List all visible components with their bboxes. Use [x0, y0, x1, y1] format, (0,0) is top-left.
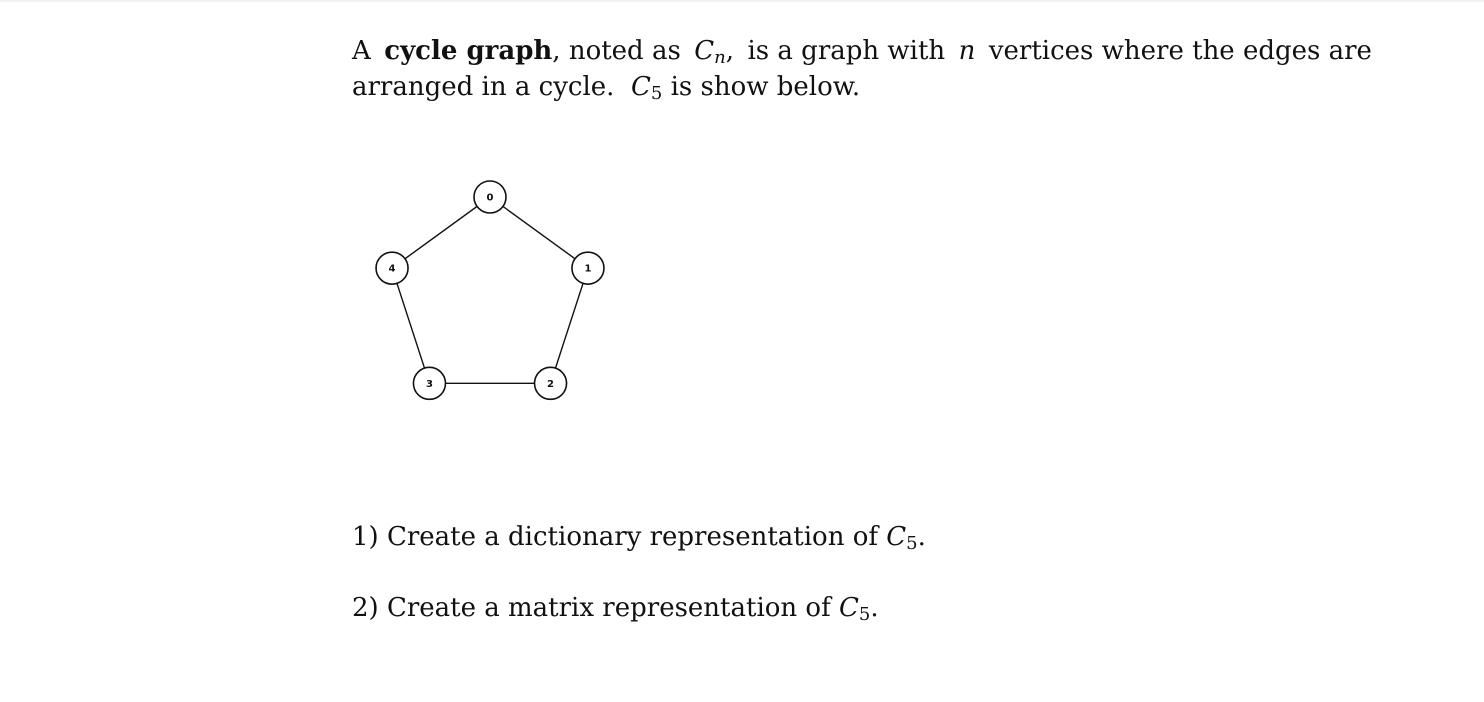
intro-definition	[384, 33, 681, 69]
symbol-cn	[694, 33, 734, 69]
vertex-0	[474, 181, 506, 213]
question-2-period: .	[870, 593, 879, 623]
vertex-label: 3	[425, 378, 433, 390]
cycle-graph-diagram	[370, 180, 610, 430]
question-2-subscript: 5	[858, 604, 871, 625]
question-1-number: 1)	[352, 522, 379, 552]
intro-word-a: A	[352, 36, 371, 66]
vertex-4	[376, 252, 408, 284]
question-2-symbol: C	[838, 593, 859, 623]
top-divider	[0, 0, 1484, 2]
intro-noted-as: , noted as	[552, 36, 681, 66]
intro-is-a-graph: is a graph with	[747, 36, 946, 66]
symbol-c5: C	[630, 72, 651, 102]
question-1-text: Create a dictionary representation of	[386, 522, 878, 552]
intro-vertices-clause: vertices where the edges are	[988, 36, 1372, 66]
question-2-text: Create a matrix representation of	[386, 593, 831, 623]
edge-1-2	[551, 268, 588, 383]
edge-4-0	[392, 197, 490, 268]
intro-paragraph	[352, 33, 1372, 105]
edge-0-1	[490, 197, 588, 268]
vertex-label: 4	[388, 263, 396, 275]
question-1-period: .	[917, 522, 926, 552]
subscript-5: 5	[650, 83, 663, 104]
bold-term: cycle graph	[384, 36, 553, 66]
question-2	[352, 590, 879, 626]
symbol-c: C	[694, 36, 715, 66]
subscript-n: n	[714, 47, 726, 68]
question-1-symbol: C	[886, 522, 907, 552]
vertex-label: 1	[584, 263, 592, 275]
vertex-label: 2	[547, 378, 555, 390]
question-1	[352, 519, 926, 555]
intro-line-1	[352, 33, 1372, 69]
intro-arranged: arranged in a cycle.	[352, 72, 615, 102]
intro-comma: ,	[725, 36, 735, 66]
intro-show-below: is show below.	[670, 72, 861, 102]
symbol-n: n	[958, 36, 976, 66]
edge-3-4	[392, 268, 429, 383]
vertex-1	[572, 252, 604, 284]
vertex-3	[413, 367, 445, 399]
question-1-subscript: 5	[906, 533, 918, 554]
intro-line-2	[352, 69, 1372, 105]
vertex-2	[535, 367, 567, 399]
vertex-label: 0	[486, 192, 494, 204]
question-2-number: 2)	[352, 593, 379, 623]
